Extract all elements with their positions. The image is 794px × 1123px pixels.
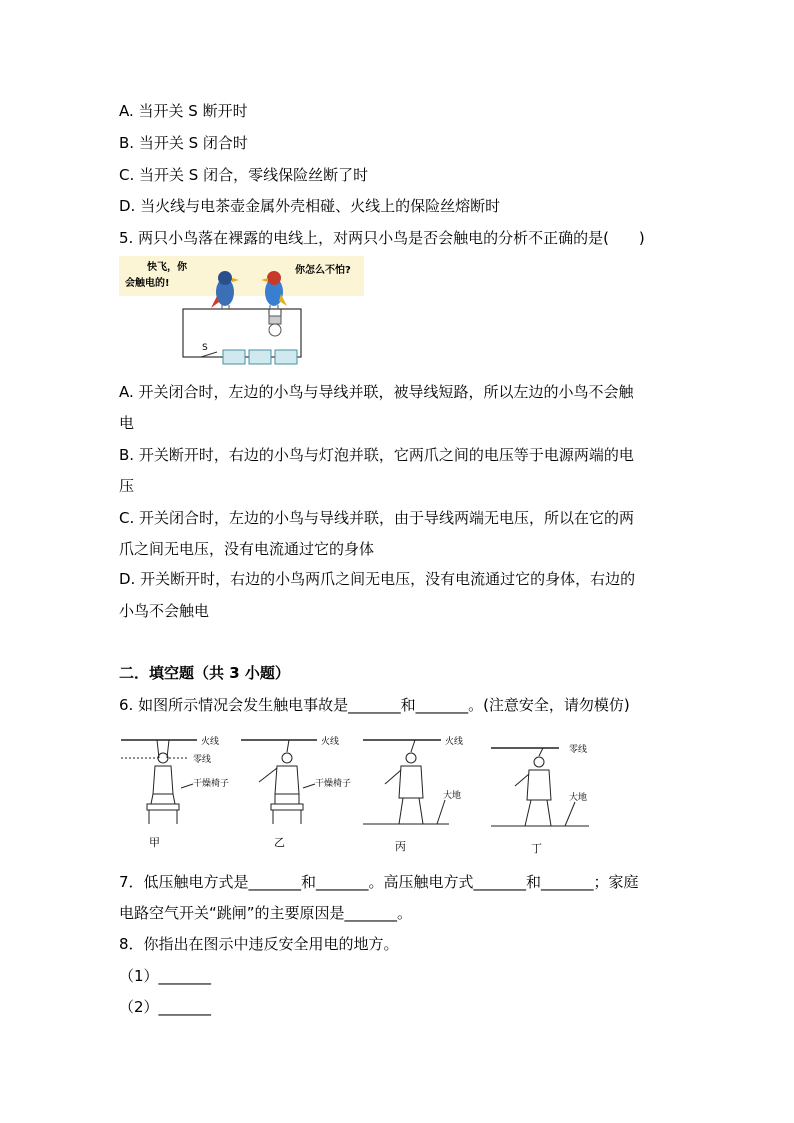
- svg-text:大地: 大地: [569, 793, 588, 803]
- q5-option-d-line1: D. 开关断开时，右边的小鸟两爪之间无电压，没有电流通过它的身体，右边的: [119, 570, 636, 588]
- q7-line1: 7．低压触电方式是_______和_______。高压触电方式_______和_______；家庭: [119, 873, 639, 891]
- svg-text:火线: 火线: [201, 737, 220, 747]
- switch-label: S: [202, 343, 208, 353]
- bubble-left-line1: 快飞，你: [147, 262, 187, 273]
- q5-option-a-line2: 电: [119, 414, 135, 432]
- bulb-icon: [269, 309, 281, 336]
- q5-option-b-line2: 压: [119, 477, 135, 495]
- panel-jia: [121, 735, 229, 849]
- q5-option-d-line2: 小鸟不会触电: [119, 602, 210, 620]
- caption-yi: 乙: [274, 836, 285, 849]
- svg-text:干燥椅子: 干燥椅子: [193, 779, 230, 789]
- panel-ding: [491, 743, 589, 855]
- caption-jia: 甲: [149, 836, 160, 849]
- q4-option-d: D. 当火线与电茶壶金属外壳相碰、火线上的保险丝熔断时: [119, 197, 501, 215]
- svg-text:火线: 火线: [321, 737, 340, 747]
- svg-text:零线: 零线: [569, 745, 588, 755]
- electric-shock-figure: [119, 728, 609, 858]
- q7-line2: 电路空气开关“跳闸”的主要原因是_______。: [119, 904, 413, 922]
- svg-text:零线: 零线: [193, 755, 212, 765]
- q5-option-b-line1: B. 开关断开时，右边的小鸟与灯泡并联，它两爪之间的电压等于电源两端的电: [119, 446, 634, 464]
- q4-option-b: B. 当开关 S 闭合时: [119, 134, 248, 152]
- section-title: 二．填空题（共 3 小题）: [119, 664, 290, 682]
- q8-blank-2: （2）_______: [119, 998, 212, 1016]
- svg-text:火线: 火线: [445, 737, 464, 747]
- caption-bing: 丙: [395, 840, 406, 853]
- q8-blank-1: （1）_______: [119, 967, 212, 985]
- q5-stem: 5. 两只小鸟落在裸露的电线上，对两只小鸟是否会触电的分析不正确的是( ): [119, 229, 645, 247]
- bubble-left-line2: 会触电的!: [125, 278, 170, 289]
- q4-option-a: A. 当开关 S 断开时: [119, 102, 248, 120]
- bubble-right: 你怎么不怕?: [295, 265, 351, 276]
- panel-bing: [363, 735, 463, 853]
- battery-icon: [223, 350, 297, 364]
- q8-stem: 8．你指出在图示中违反安全用电的地方。: [119, 935, 399, 953]
- birds-circuit-figure: [119, 256, 364, 374]
- panel-yi: [241, 735, 351, 849]
- svg-text:干燥椅子: 干燥椅子: [315, 779, 352, 789]
- svg-text:大地: 大地: [443, 791, 462, 801]
- q4-option-c: C. 当开关 S 闭合，零线保险丝断了时: [119, 166, 369, 184]
- q6-stem: 6. 如图所示情况会发生触电事故是_______和_______。(注意安全，请勿模仿): [119, 696, 630, 714]
- q5-option-a-line1: A. 开关闭合时，左边的小鸟与导线并联，被导线短路，所以左边的小鸟不会触: [119, 383, 634, 401]
- q5-option-c-line2: 爪之间无电压，没有电流通过它的身体: [119, 540, 375, 558]
- caption-ding: 丁: [531, 842, 542, 855]
- q5-option-c-line1: C. 开关闭合时，左边的小鸟与导线并联，由于导线两端无电压，所以在它的两: [119, 509, 635, 527]
